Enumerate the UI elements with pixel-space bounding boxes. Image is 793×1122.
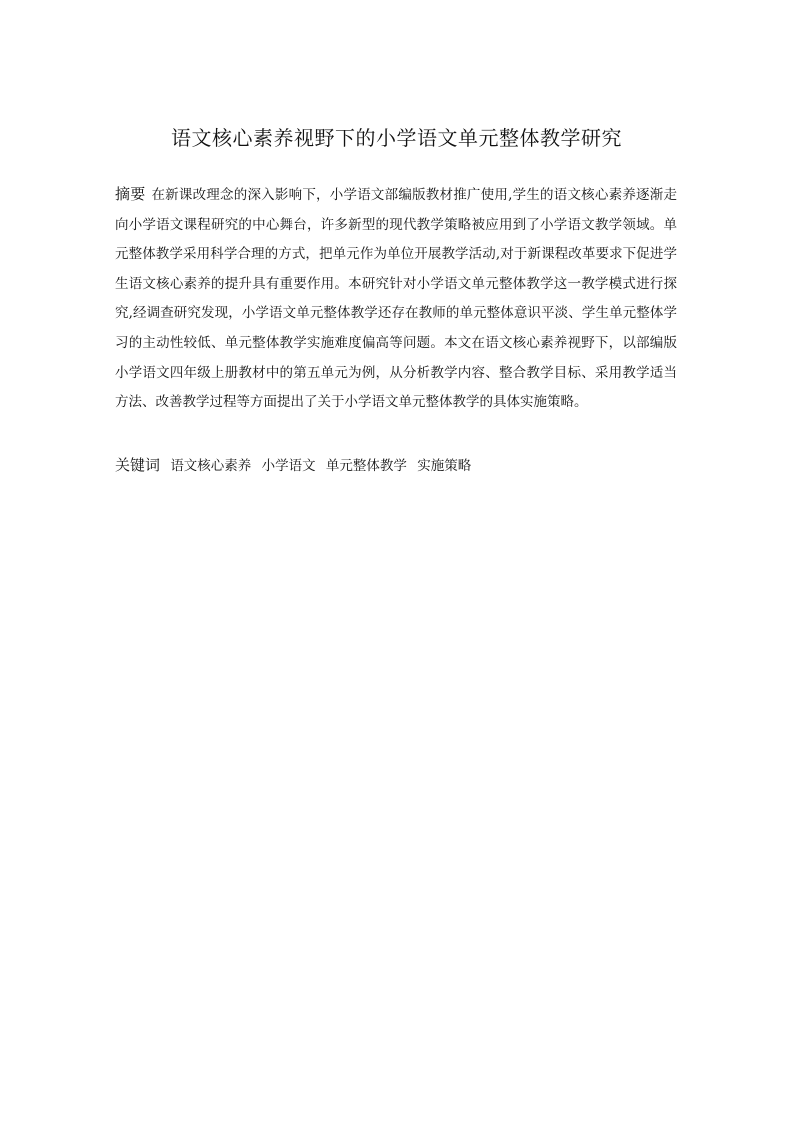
keyword-item: 小学语文 bbox=[261, 458, 316, 474]
paper-title: 语文核心素养视野下的小学语文单元整体教学研究 bbox=[171, 126, 622, 150]
keyword-item: 实施策略 bbox=[417, 458, 472, 474]
abstract-section bbox=[115, 180, 677, 418]
keywords-label: 关键词 bbox=[115, 456, 161, 474]
abstract-text: 在新课改理念的深入影响下，小学语文部编版教材推广使用,学生的语文核心素养逐渐走向小学语文课程研究的中心舞台，许多新型的现代教学策略被应用到了小学语文教学领域。单元整体教学采用科学合理的方式，把单元作为单位开展教学活动,对于新课程改革要求下促进学生语文核心素养的提升具有重要作用。本研究针对小学语文单元整体教学这一教学模式进行探究,经调查研究发现，小学语文单元整体教学还存在教师的单元整体意识平淡、学生单元整体学习的主动性较低、单元整体教学实施难度偏高等问题。本文在语文核心素养视野下，以部编版小学语文四年级上册教材中的第五单元为例，从分析教学内容、整合教学目标、采用教学适当方法、改善教学过程等方面提出了关于小学语文单元整体教学的具体实施策略。 bbox=[115, 187, 677, 411]
keywords-section bbox=[115, 452, 677, 479]
abstract-label: 摘要 bbox=[115, 185, 146, 203]
keyword-item: 单元整体教学 bbox=[325, 458, 407, 474]
keyword-item: 语文核心素养 bbox=[170, 458, 252, 474]
